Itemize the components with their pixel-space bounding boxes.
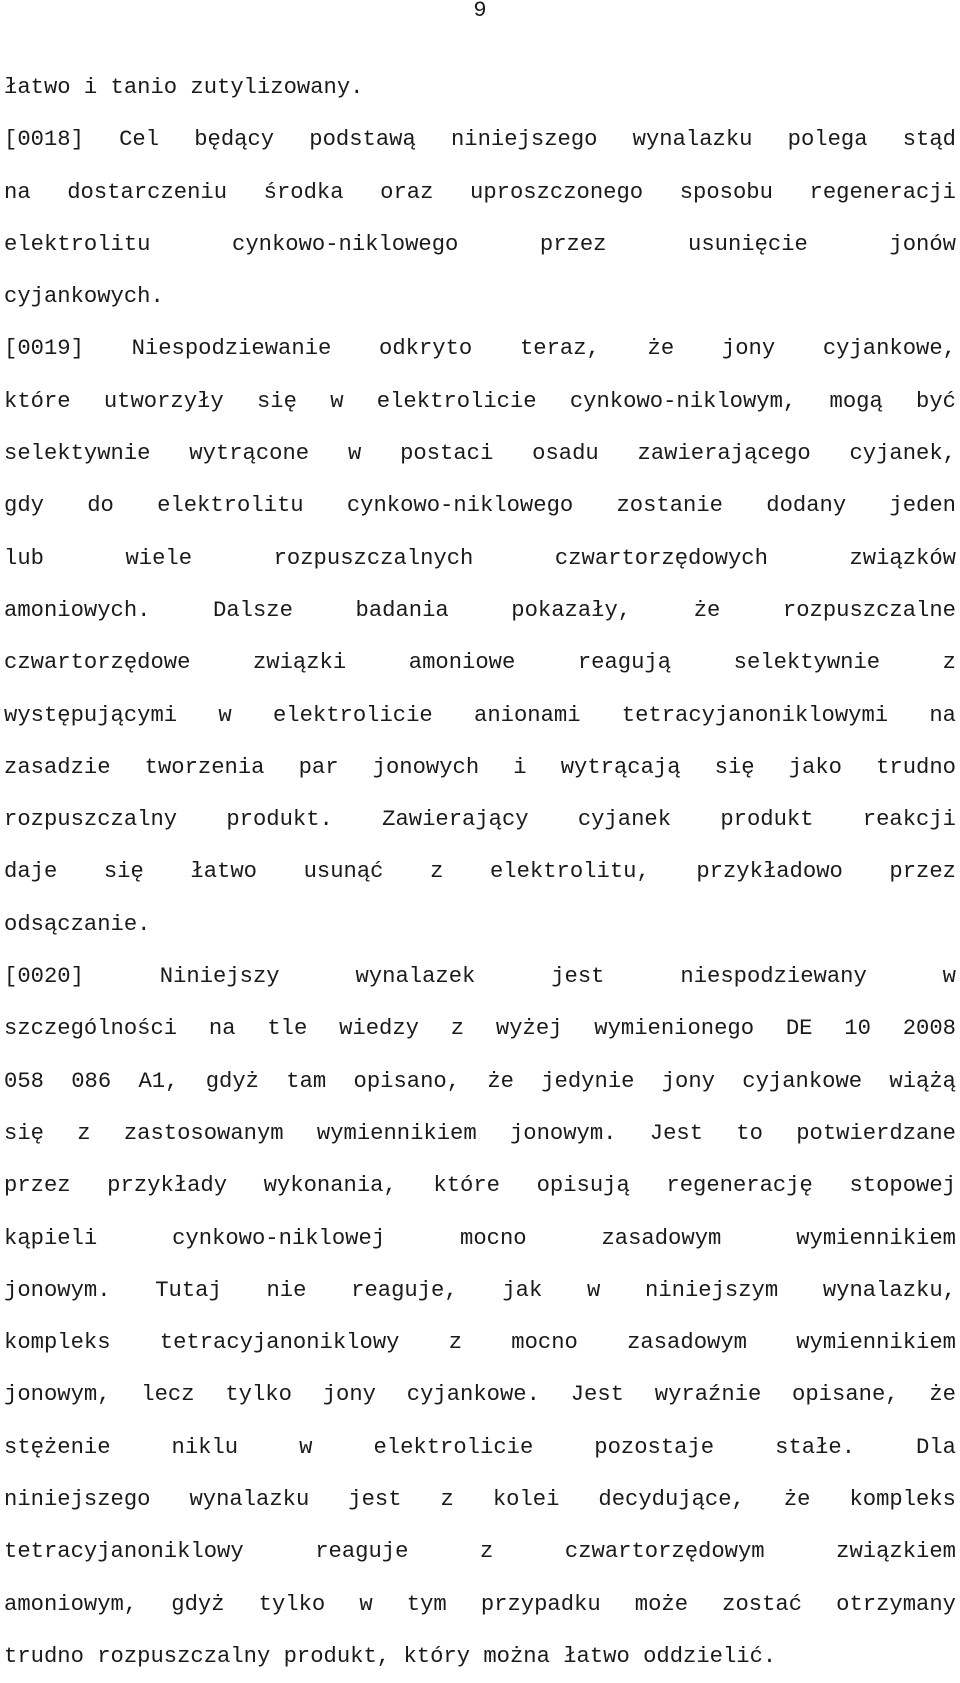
paragraph-0019-line: [0019] Niespodziewanie odkryto teraz, że jony cyjankowe,	[4, 336, 956, 362]
text-line: które utworzyły się w elektrolicie cynkowo-niklowym, mogą być	[4, 388, 956, 414]
text-line: elektrolitu cynkowo-niklowego przez usunięcie jonów	[4, 231, 956, 257]
text-line: gdy do elektrolitu cynkowo-niklowego zostanie dodany jeden	[4, 493, 956, 519]
text-line: przez przykłady wykonania, które opisują regenerację stopowej	[4, 1173, 956, 1199]
text-line: kąpieli cynkowo-niklowej mocno zasadowym wymiennikiem	[4, 1225, 956, 1251]
page-number: 9	[473, 0, 487, 23]
text-line: amoniowych. Dalsze badania pokazały, że rozpuszczalne	[4, 597, 956, 623]
text-line: łatwo i tanio zutylizowany.	[4, 75, 364, 100]
text-line: tetracyjanoniklowy reaguje z czwartorzędowym związkiem	[4, 1539, 956, 1565]
text-line: 058 086 A1, gdyż tam opisano, że jedynie jony cyjankowe wiążą	[4, 1068, 956, 1094]
text-line: odsączanie.	[4, 911, 151, 937]
text-line: stężenie niklu w elektrolicie pozostaje stałe. Dla	[4, 1434, 956, 1460]
text-line: się z zastosowanym wymiennikiem jonowym. Jest to potwierdzane	[4, 1120, 956, 1146]
body-text	[4, 62, 956, 1683]
text-line: trudno rozpuszczalny produkt, który można łatwo oddzielić.	[4, 1643, 777, 1669]
paragraph-0020-line: [0020] Niniejszy wynalazek jest niespodziewany w	[4, 964, 956, 990]
text-line: jonowym. Tutaj nie reaguje, jak w niniejszym wynalazku,	[4, 1277, 956, 1303]
text-line: zasadzie tworzenia par jonowych i wytrącają się jako trudno	[4, 754, 956, 780]
text-line: amoniowym, gdyż tylko w tym przypadku może zostać otrzymany	[4, 1591, 956, 1617]
text-line: występującymi w elektrolicie anionami tetracyjanoniklowymi na	[4, 702, 956, 728]
text-line: rozpuszczalny produkt. Zawierający cyjanek produkt reakcji	[4, 807, 956, 833]
text-line: selektywnie wytrącone w postaci osadu zawierającego cyjanek,	[4, 441, 956, 467]
text-line: na dostarczeniu środka oraz uproszczonego sposobu regeneracji	[4, 179, 956, 205]
paragraph-0018-line: [0018] Cel będący podstawą niniejszego wynalazku polega stąd	[4, 127, 956, 153]
text-line: cyjankowych.	[4, 284, 164, 310]
text-line: jonowym, lecz tylko jony cyjankowe. Jest wyraźnie opisane, że	[4, 1382, 956, 1408]
text-line: czwartorzędowe związki amoniowe reagują selektywnie z	[4, 650, 956, 676]
text-line: szczególności na tle wiedzy z wyżej wymienionego DE 10 2008	[4, 1016, 956, 1042]
text-line: kompleks tetracyjanoniklowy z mocno zasadowym wymiennikiem	[4, 1330, 956, 1356]
text-line: niniejszego wynalazku jest z kolei decydujące, że kompleks	[4, 1487, 956, 1513]
text-line: lub wiele rozpuszczalnych czwartorzędowych związków	[4, 545, 956, 571]
text-line: daje się łatwo usunąć z elektrolitu, przykładowo przez	[4, 859, 956, 885]
